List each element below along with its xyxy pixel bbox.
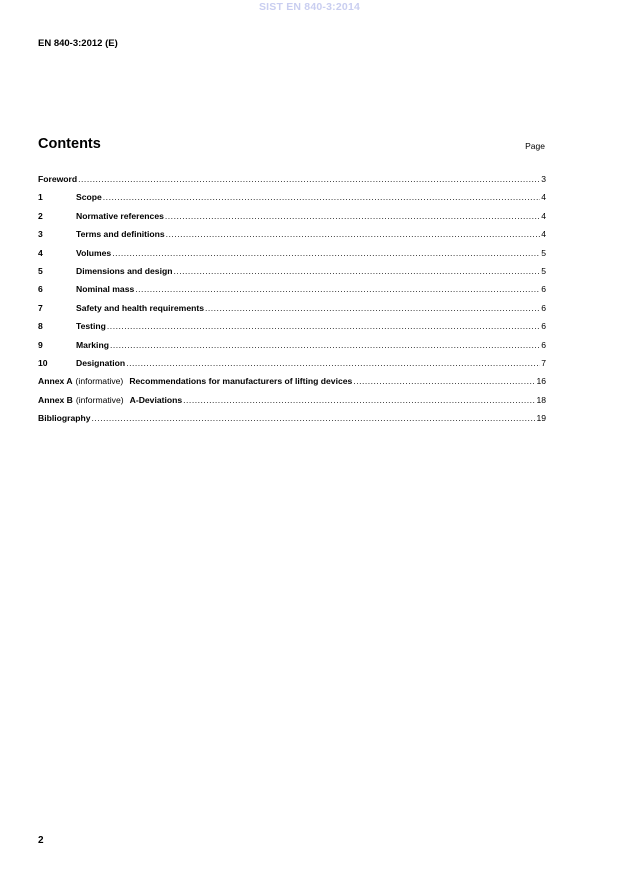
toc-entry-page: 6 bbox=[541, 321, 546, 332]
toc-entry-bibliography[interactable] bbox=[38, 413, 546, 431]
page-number: 2 bbox=[38, 835, 44, 846]
toc-entry-number: 6 bbox=[38, 284, 43, 295]
toc-entry-title: Designation bbox=[76, 357, 126, 368]
toc-entry-marking[interactable] bbox=[38, 340, 546, 358]
contents-title: Contents bbox=[38, 136, 101, 152]
toc-leader-dots bbox=[103, 192, 540, 202]
toc-leader-dots bbox=[107, 321, 540, 331]
toc-entry-number: 1 bbox=[38, 192, 43, 203]
toc-entry-annex-b[interactable] bbox=[38, 395, 546, 413]
toc-entry-page: 18 bbox=[536, 394, 546, 405]
toc-entry-page: 5 bbox=[541, 247, 546, 258]
table-of-contents bbox=[38, 174, 546, 431]
toc-entry-title: Bibliography bbox=[38, 413, 91, 424]
watermark: SIST EN 840-3:2014 bbox=[258, 1, 361, 13]
toc-leader-dots bbox=[92, 413, 536, 423]
page-column-label: Page bbox=[525, 141, 545, 151]
toc-leader-dots bbox=[166, 229, 541, 239]
toc-entry-title: A-Deviations bbox=[129, 394, 183, 405]
toc-entry-number: 8 bbox=[38, 321, 43, 332]
toc-entry-dimensions-and-design[interactable] bbox=[38, 266, 546, 284]
toc-entry-title: Testing bbox=[76, 321, 106, 332]
toc-entry-page: 4 bbox=[541, 229, 546, 240]
toc-entry-title: Marking bbox=[76, 339, 109, 350]
toc-entry-scope[interactable] bbox=[38, 192, 546, 210]
toc-entry-nominal-mass[interactable] bbox=[38, 284, 546, 302]
toc-leader-dots bbox=[78, 174, 540, 184]
toc-leader-dots bbox=[183, 395, 535, 405]
toc-entry-page: 6 bbox=[541, 302, 546, 313]
toc-entry-page: 3 bbox=[541, 174, 546, 184]
toc-entry-number: 9 bbox=[38, 339, 43, 350]
toc-entry-terms-and-definitions[interactable] bbox=[38, 229, 546, 247]
toc-entry-number: 7 bbox=[38, 302, 43, 313]
toc-leader-dots bbox=[173, 266, 540, 276]
toc-entry-page: 7 bbox=[541, 357, 546, 368]
toc-entry-page: 4 bbox=[541, 192, 546, 203]
toc-entry-title: Foreword bbox=[38, 174, 78, 184]
toc-leader-dots bbox=[126, 358, 540, 368]
toc-entry-title: Volumes bbox=[76, 247, 112, 258]
toc-entry-number: 5 bbox=[38, 265, 43, 276]
toc-entry-foreword[interactable] bbox=[38, 174, 546, 192]
toc-leader-dots bbox=[112, 248, 540, 258]
toc-entry-page: 4 bbox=[541, 210, 546, 221]
toc-entry-title: Safety and health requirements bbox=[76, 302, 204, 313]
toc-entry-annex-a[interactable] bbox=[38, 376, 546, 394]
toc-entry-testing[interactable] bbox=[38, 321, 546, 339]
toc-entry-volumes[interactable] bbox=[38, 248, 546, 266]
toc-leader-dots bbox=[135, 284, 540, 294]
toc-entry-title: Normative references bbox=[76, 210, 164, 221]
toc-entry-designation[interactable] bbox=[38, 358, 546, 376]
toc-entry-title: Nominal mass bbox=[76, 284, 135, 295]
annex-label: Annex B bbox=[38, 394, 73, 405]
annex-label: Annex A bbox=[38, 376, 73, 387]
toc-leader-dots bbox=[353, 376, 535, 386]
toc-leader-dots bbox=[110, 340, 540, 350]
toc-entry-page: 19 bbox=[536, 413, 546, 424]
toc-entry-page: 16 bbox=[536, 376, 546, 387]
toc-leader-dots bbox=[205, 303, 540, 313]
toc-entry-number: 4 bbox=[38, 247, 43, 258]
toc-entry-safety-and-health[interactable] bbox=[38, 303, 546, 321]
toc-entry-number: 2 bbox=[38, 210, 43, 221]
toc-entry-page: 6 bbox=[541, 339, 546, 350]
toc-entry-title: Scope bbox=[76, 192, 102, 203]
annex-type: (informative) bbox=[75, 376, 124, 387]
toc-entry-number: 10 bbox=[38, 357, 48, 368]
annex-type: (informative) bbox=[75, 394, 124, 405]
toc-entry-number: 3 bbox=[38, 229, 43, 240]
toc-leader-dots bbox=[165, 211, 540, 221]
toc-entry-title: Dimensions and design bbox=[76, 265, 173, 276]
document-id: EN 840-3:2012 (E) bbox=[38, 38, 118, 49]
toc-entry-page: 6 bbox=[541, 284, 546, 295]
toc-entry-page: 5 bbox=[541, 265, 546, 276]
toc-entry-title: Terms and definitions bbox=[76, 229, 165, 240]
toc-entry-title: Recommendations for manufacturers of lifting devices bbox=[129, 376, 353, 387]
toc-entry-normative-references[interactable] bbox=[38, 211, 546, 229]
